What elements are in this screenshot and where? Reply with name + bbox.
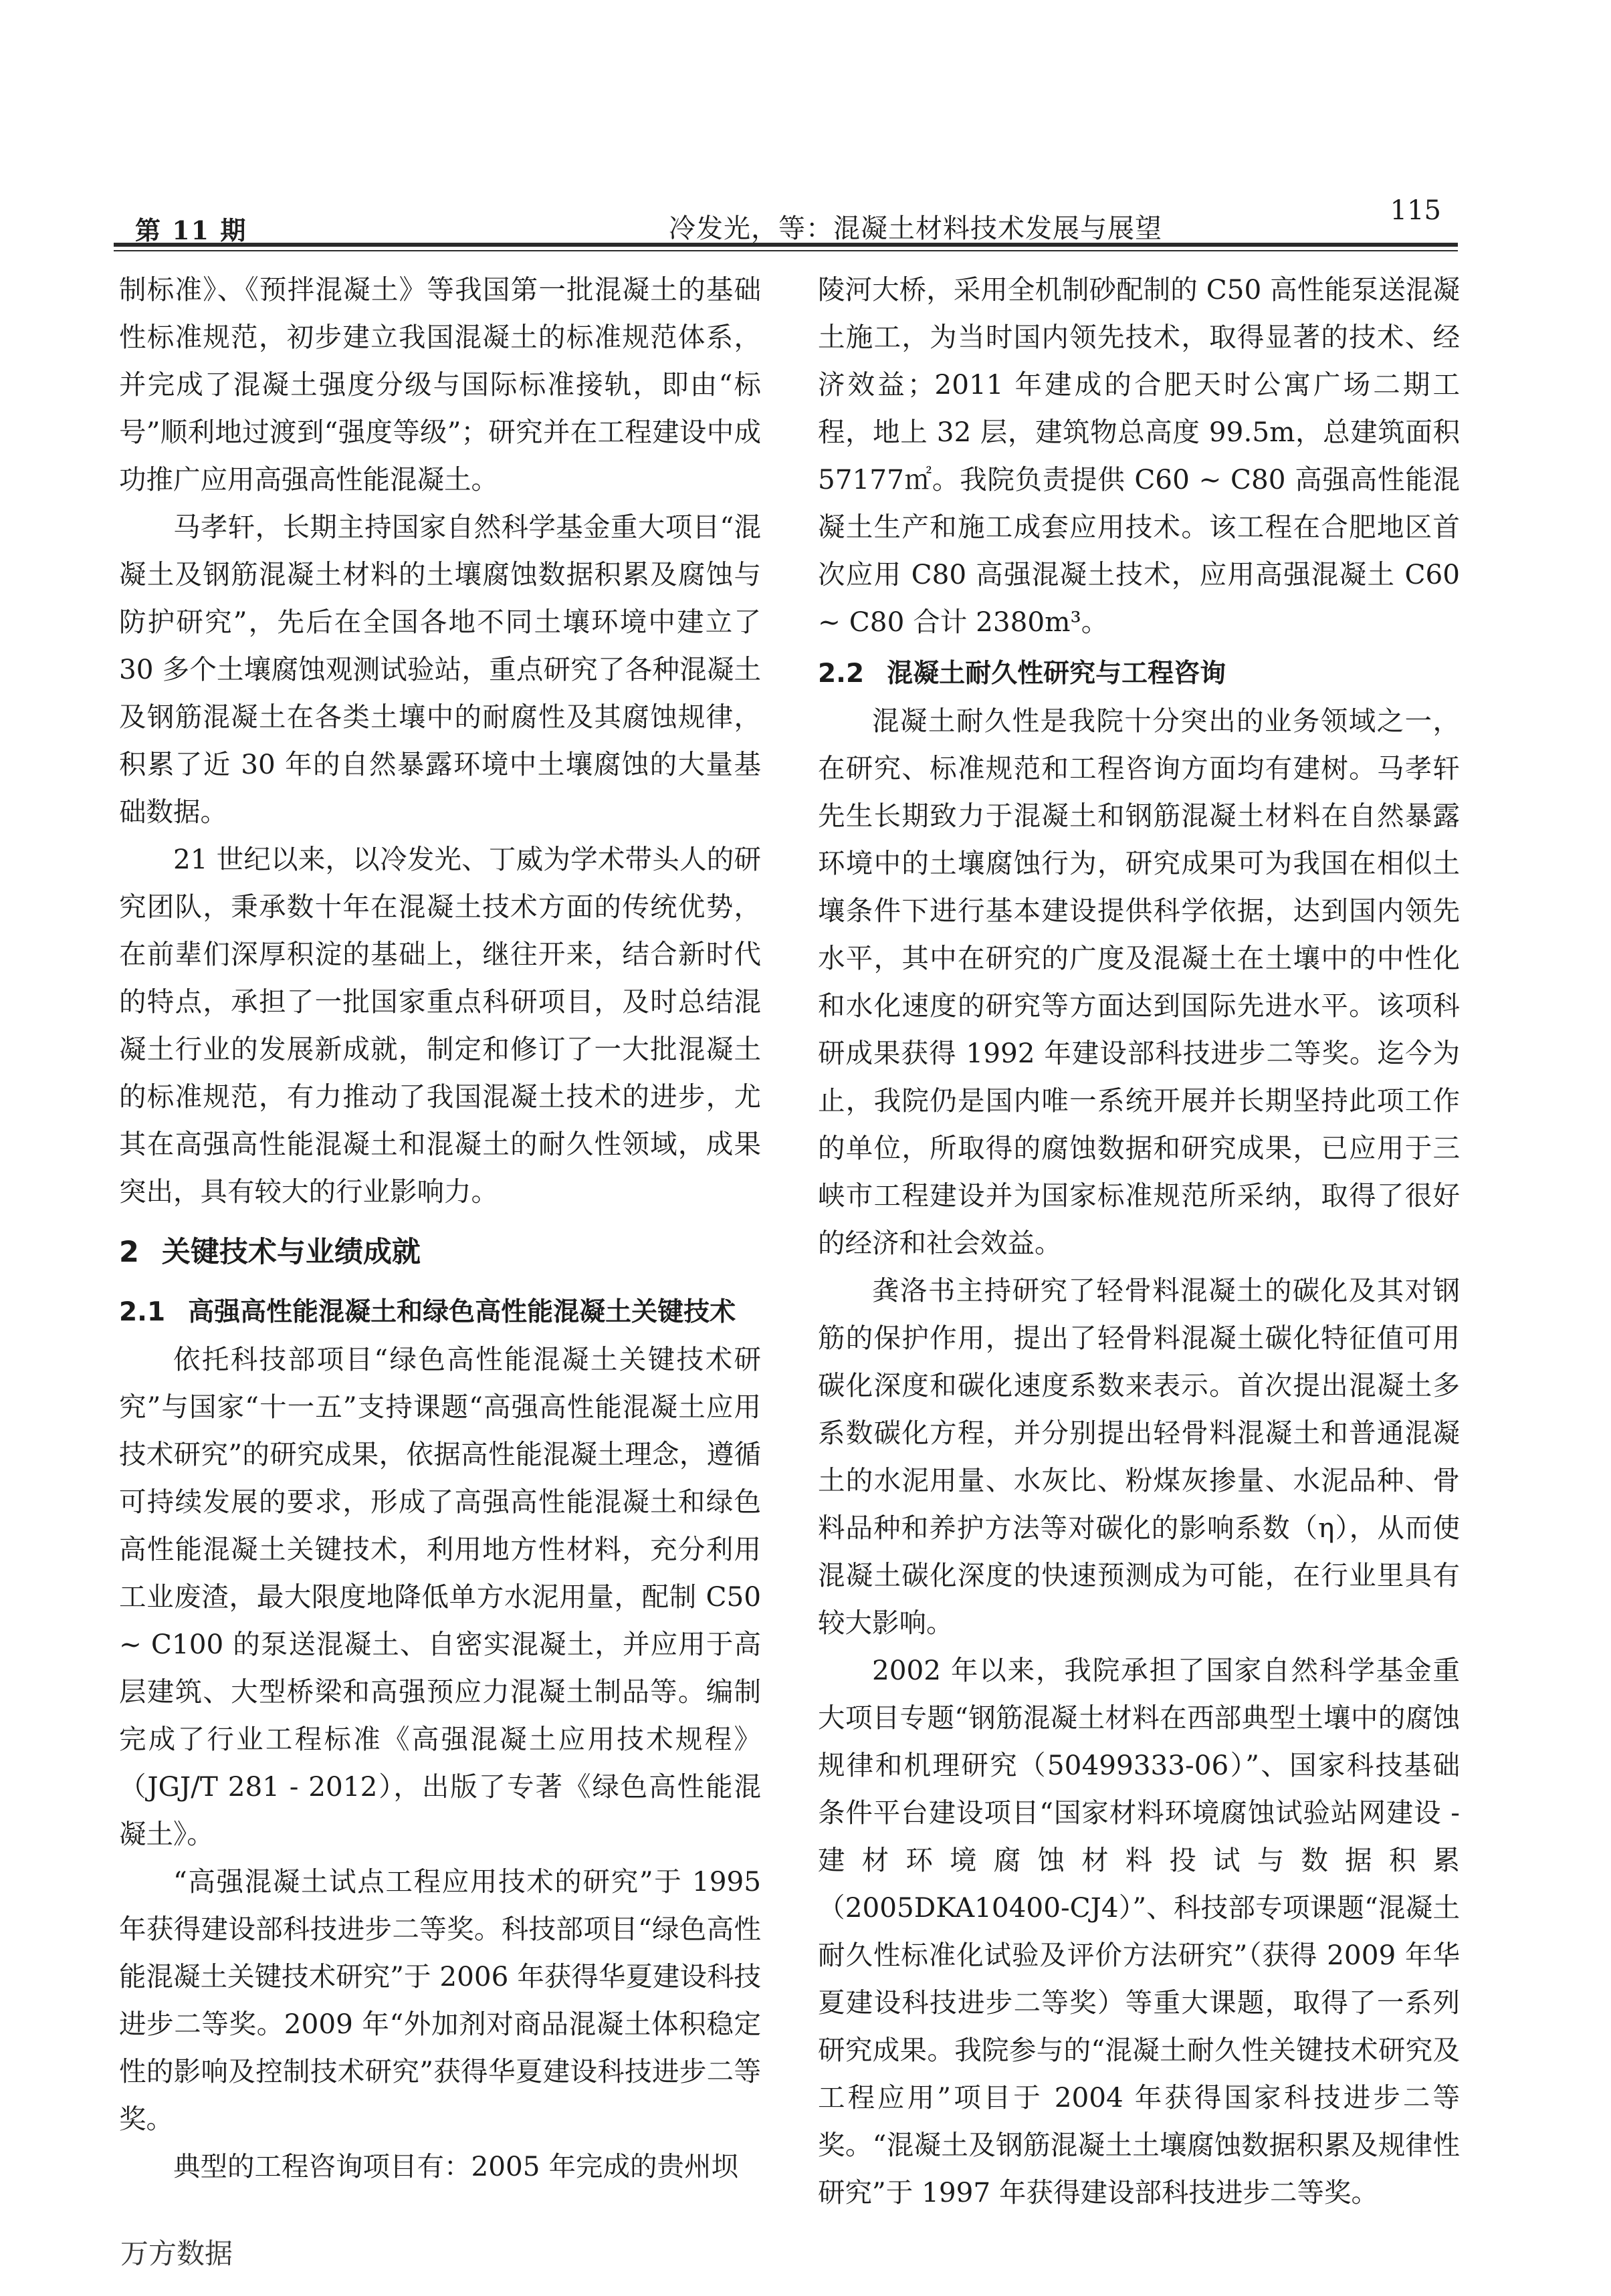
right-column: [818, 266, 1460, 2216]
watermark-text: 万方数据: [120, 2237, 233, 2270]
subsection-number: 2.2: [818, 659, 865, 689]
section-title: 关键技术与业绩成就: [161, 1236, 421, 1269]
section-heading: [119, 1229, 761, 1276]
paragraph: 依托科技部项目“绿色高性能混凝土关键技术研究”与国家“十一五”支持课题“高强高性能混凝土应用技术研究”的研究成果，依据高性能混凝土理念，遵循可持续发展的要求，形成了高强高性能混凝土和绿色高性能混凝土关键技术，利用地方性材料，充分利用工业废渣，最大限度地降低单方水泥用量，配制 C50 ~ C100 的泵送混凝土、自密实混凝土，并应用于高层建筑、大型桥梁和高强预应力混凝土制品等。编制完成了行业工程标准《高强混凝土应用技术规程》（JGJ/T 281 - 2012），出版了专著《绿色高性能混凝土》。: [119, 1343, 761, 1850]
header-rule-thick: [114, 243, 1458, 247]
subsection-heading: [818, 650, 1460, 697]
subsection-number: 2.1: [119, 1297, 166, 1327]
left-column: [119, 266, 761, 2190]
subsection-title: 混凝土耐久性研究与工程咨询: [887, 659, 1226, 689]
paragraph: 混凝土耐久性是我院十分突出的业务领域之一，在研究、标准规范和工程咨询方面均有建树。马孝轩先生长期致力于混凝土和钢筋混凝土材料在自然暴露环境中的土壤腐蚀行为，研究成果可为我国在相似土壤条件下进行基本建设提供科学依据，达到国内领先水平，其中在研究的广度及混凝土在土壤中的中性化和水化速度的研究等方面达到国际先进水平。该项科研成果获得 1992 年建设部科技进步二等奖。迄今为止，我院仍是国内唯一系统开展并长期坚持此项工作的单位，所取得的腐蚀数据和研究成果，已应用于三峡市工程建设并为国家标准规范所采纳，取得了很好的经济和社会效益。: [818, 705, 1460, 1259]
subsection-title: 高强高性能混凝土和绿色高性能混凝土关键技术: [188, 1297, 736, 1327]
paragraph: 马孝轩，长期主持国家自然科学基金重大项目“混凝土及钢筋混凝土材料的土壤腐蚀数据积累及腐蚀与防护研究”，先后在全国各地不同土壤环境中建立了 30 多个土壤腐蚀观测试验站，重点研究了各种混凝土及钢筋混凝土在各类土壤中的耐腐性及其腐蚀规律，积累了近 30 年的自然暴露环境中土壤腐蚀的大量基础数据。: [119, 511, 761, 828]
paragraph: “高强混凝土试点工程应用技术的研究”于 1995 年获得建设部科技进步二等奖。科技部项目“绿色高性能混凝土关键技术研究”于 2006 年获得华夏建设科技进步二等奖。2009 年“外加剂对商品混凝土体积稳定性的影响及控制技术研究”获得华夏建设科技进步二等奖。: [119, 1865, 761, 2135]
issue-number: 第 11 期: [135, 215, 247, 245]
paragraph: 典型的工程咨询项目有：2005 年完成的贵州坝: [173, 2150, 738, 2182]
paragraph: 21 世纪以来，以冷发光、丁威为学术带头人的研究团队，秉承数十年在混凝土技术方面的传统优势，在前辈们深厚积淀的基础上，继往开来，结合新时代的特点，承担了一批国家重点科研项目，及时总结混凝土行业的发展新成就，制定和修订了一大批混凝土的标准规范，有力推动了我国混凝土技术的进步，尤其在高强高性能混凝土和混凝土的耐久性领域，成果突出，具有较大的行业影响力。: [119, 843, 761, 1208]
page-number: 115: [1390, 195, 1441, 226]
subsection-heading: [119, 1288, 761, 1336]
section-number: 2: [119, 1236, 139, 1269]
running-title: 冷发光，等：混凝土材料技术发展与展望: [669, 213, 1162, 244]
paragraph: 2002 年以来，我院承担了国家自然科学基金重大项目专题“钢筋混凝土材料在西部典型土壤中的腐蚀规律和机理研究（50499333-06）”、国家科技基础条件平台建设项目“国家材料环境腐蚀试验站网建设 - 建材环境腐蚀材料投试与数据积累（2005DKA10400-CJ4）”、科技部专项课题“混凝土耐久性标准化试验及评价方法研究”（获得 2009 年华夏建设科技进步二等奖）等重大课题，取得了一系列研究成果。我院参与的“混凝土耐久性关键技术研究及工程应用”项目于 2004 年获得国家科技进步二等奖。“混凝土及钢筋混凝土土壤腐蚀数据积累及规律性研究”于 1997 年获得建设部科技进步二等奖。: [818, 1654, 1460, 2208]
header-rule-thin: [114, 250, 1458, 251]
paragraph: 龚洛书主持研究了轻骨料混凝土的碳化及其对钢筋的保护作用，提出了轻骨料混凝土碳化特征值可用碳化深度和碳化速度系数来表示。首次提出混凝土多系数碳化方程，并分别提出轻骨料混凝土和普通混凝土的水泥用量、水灰比、粉煤灰掺量、水泥品种、骨料品种和养护方法等对碳化的影响系数（η），从而使混凝土碳化深度的快速预测成为可能，在行业里具有较大影响。: [818, 1274, 1460, 1639]
paragraph: 陵河大桥，采用全机制砂配制的 C50 高性能泵送混凝土施工，为当时国内领先技术，取得显著的技术、经济效益；2011 年建成的合肥天时公寓广场二期工程，地上 32 层，建筑物总高度 99.5m，总建筑面积 57177㎡。我院负责提供 C60 ~ C80 高强高性能混凝土生产和施工成套应用技术。该工程在合肥地区首次应用 C80 高强混凝土技术，应用高强混凝土 C60 ~ C80 合计 2380m³。: [818, 273, 1460, 638]
paragraph: 制标准》、《预拌混凝土》等我国第一批混凝土的基础性标准规范，初步建立我国混凝土的标准规范体系，并完成了混凝土强度分级与国际标准接轨，即由“标号”顺利地过渡到“强度等级”；研究并在工程建设中成功推广应用高强高性能混凝土。: [119, 273, 761, 495]
page-header: [120, 190, 1455, 245]
